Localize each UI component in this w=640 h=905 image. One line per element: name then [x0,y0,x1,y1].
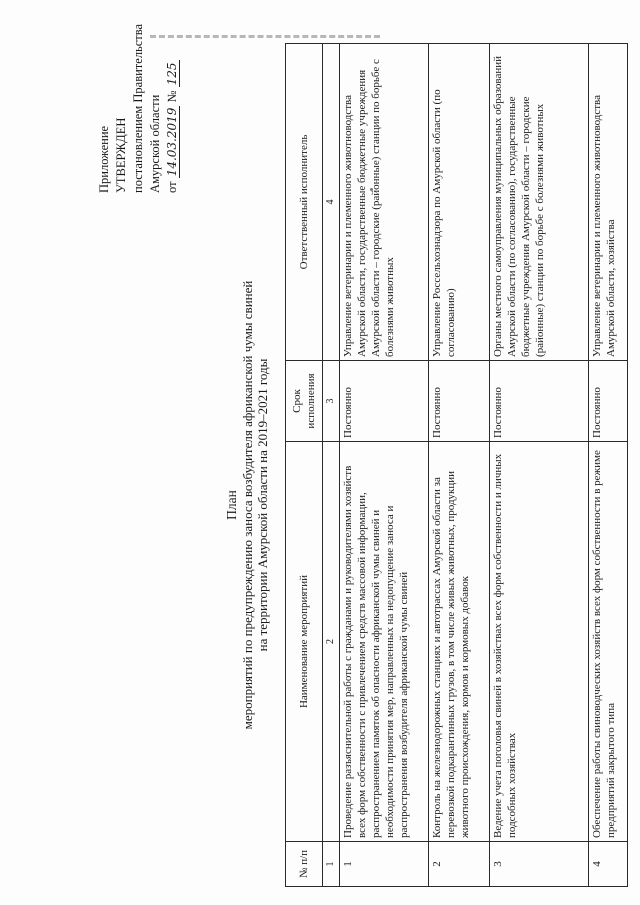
title-line-1: мероприятий по предупреждению заноса возбудителя африканской чумы свиней [240,280,255,730]
approval-resolution: постановлением Правительства [131,23,145,193]
title-plan: План [224,490,239,520]
approval-block [96,3,181,193]
approval-approved: УТВЕРЖДЕН [114,117,128,193]
measures-table [285,43,628,887]
row-resp: Управление ветеринарии и племенного животноводства Амурской области, государственные бюджетные учреждения Амурской области – городские (районные) станции по борьбе с болезнями животных [340,44,429,361]
approval-date-line [164,3,181,193]
table-row [429,44,490,887]
row-name: Ведение учета поголовья свиней в хозяйствах всех форм собственности и личных подсобных хозяйствах [490,442,589,842]
row-num: 3 [490,842,589,887]
row-name: Проведение разъяснительной работы с гражданами и руководителями хозяйств всех форм собственности с привлечением средств массовой информации, распространением памяток об опасности африканской чумы свиней и необходимости принятия мер, направленных на недопущение заноса и распространения возбудителя африканской чумы свиней [340,442,429,842]
row-term: Постоянно [340,361,429,442]
approval-appendix: Приложение [97,125,111,193]
approval-region: Амурской области [148,94,162,193]
approval-date-prefix: от [165,181,179,193]
header-name: Наименование мероприятий [286,442,323,842]
row-num: 2 [429,842,490,887]
table-row [340,44,429,887]
scan-edge-dashes [150,0,380,38]
row-resp: Органы местного самоуправления муниципальных образований Амурской области (по согласованию), государственные бюджетные учреждения Амурской области – городские (районные) станции по борьбе с болезнями животных [490,44,589,361]
column-number: 4 [323,44,340,361]
row-resp: Управление Россельхознадзора по Амурской области (по согласованию) [429,44,490,361]
column-number: 3 [323,361,340,442]
header-num: № п/п [286,842,323,887]
table-row [589,44,628,887]
column-number: 2 [323,442,340,842]
header-term: Срок исполнения [286,361,323,442]
row-num: 4 [589,842,628,887]
table-header-row [286,44,323,887]
row-term: Постоянно [589,361,628,442]
approval-date-handwritten: 14.03.2019 [165,107,179,177]
row-num: 1 [340,842,429,887]
table-row [490,44,589,887]
row-name: Обеспечение работы свиноводческих хозяйств всех форм собственности в режиме предприятий закрытого типа [589,442,628,842]
column-number-row [323,44,340,887]
row-term: Постоянно [429,361,490,442]
row-name: Контроль на железнодорожных станциях и автотрассах Амурской области за перевозкой подкарантинных грузов, в том числе живых животных, продукции животного происхождения, кормов и кормовых добавок [429,442,490,842]
approval-number-sign: № [165,90,179,103]
document-title [224,145,270,865]
column-number: 1 [323,842,340,887]
header-resp: Ответственный исполнитель [286,44,323,361]
row-term: Постоянно [490,361,589,442]
approval-number-handwritten: 125 [165,62,179,86]
row-resp: Управление ветеринарии и племенного животноводства Амурской области, хозяйства [589,44,628,361]
title-line-2: на территории Амурской области на 2019–2021 годы [255,358,270,652]
